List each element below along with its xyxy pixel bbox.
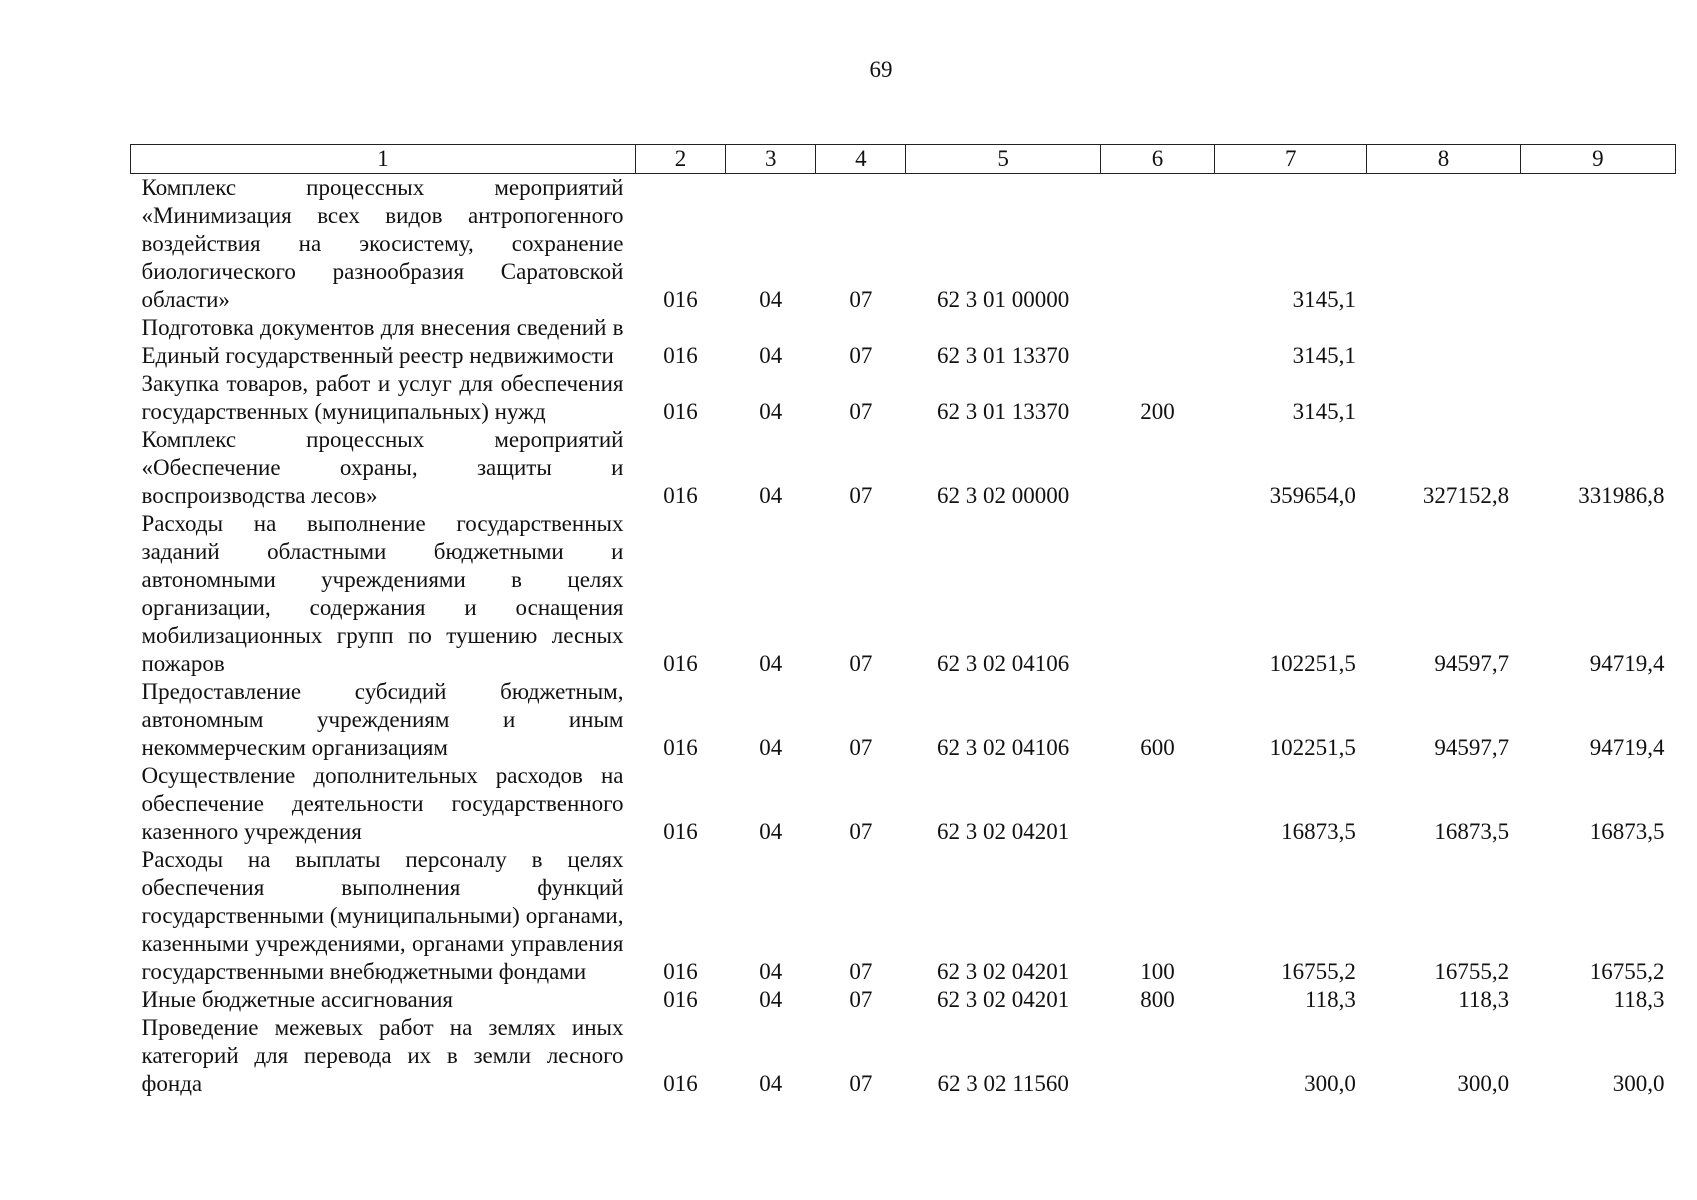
expense-name-cell: Комплекс процессных мероприятий «Обеспечение охраны, защиты и воспроизводства лесов» [141,427,624,508]
amount-col7-cell: 16755,2 [1281,959,1356,984]
section-code-cell: 04 [759,287,783,312]
amount-col7-cell: 102251,5 [1269,735,1356,760]
expense-name-cell: Иные бюджетные ассигнования [141,987,453,1012]
target-article-cell: 62 3 01 13370 [937,399,1070,424]
column-header: 7 [1215,145,1367,174]
expense-type-cell [1100,314,1214,370]
ministry-code-cell: 016 [663,1071,698,1096]
expense-name-cell: Подготовка документов для внесения сведений в Единый государственный реестр недвижимости [141,315,624,368]
expense-name-cell: Комплекс процессных мероприятий «Минимизация всех видов антропогенного воздействия на экосистему, сохранение биологического разнообразия Саратовской области» [141,175,624,312]
table-row [131,510,1676,678]
ministry-code-cell: 016 [663,399,698,424]
subsection-code-cell: 07 [849,735,873,760]
table-row [131,174,1676,315]
amount-col7-cell: 3145,1 [1292,343,1356,368]
column-header: 5 [906,145,1100,174]
subsection-code-cell: 07 [849,287,873,312]
amount-col7-cell: 3145,1 [1292,287,1356,312]
amount-col9-cell: 331986,8 [1578,483,1665,508]
column-header: 9 [1520,145,1675,174]
amount-col9-cell: 118,3 [1613,987,1665,1012]
budget-table [130,144,1676,1098]
amount-col7-cell: 300,0 [1304,1071,1356,1096]
expense-type-cell [1100,762,1214,846]
subsection-code-cell: 07 [849,819,873,844]
subsection-code-cell: 07 [849,651,873,676]
ministry-code-cell: 016 [663,819,698,844]
ministry-code-cell: 016 [663,735,698,760]
page-number: 69 [869,57,893,82]
amount-col8-cell: 300,0 [1457,1071,1510,1096]
subsection-code-cell: 07 [849,399,873,424]
section-code-cell: 04 [759,651,783,676]
amount-col8-cell: 94597,7 [1434,651,1510,676]
table-row [131,426,1676,510]
amount-col8-cell: 16755,2 [1434,959,1510,984]
amount-col9-cell: 16755,2 [1589,959,1665,984]
expense-type-cell: 800 [1140,987,1175,1012]
expense-type-cell: 600 [1140,735,1175,760]
section-code-cell: 04 [759,399,783,424]
amount-col9-cell [1520,370,1675,426]
section-code-cell: 04 [759,987,783,1012]
section-code-cell: 04 [759,1071,783,1096]
ministry-code-cell: 016 [663,483,698,508]
expense-type-cell: 100 [1140,959,1175,984]
amount-col8-cell [1367,370,1520,426]
ministry-code-cell: 016 [663,287,698,312]
ministry-code-cell: 016 [663,343,698,368]
expense-type-cell: 200 [1140,399,1175,424]
table-row [131,762,1676,846]
amount-col8-cell: 327152,8 [1422,483,1510,508]
expense-name-cell: Предоставление субсидий бюджетным, автономным учреждениям и иным некоммерческим организациям [141,679,624,760]
column-header: 8 [1367,145,1520,174]
expense-type-cell [1100,426,1214,510]
amount-col9-cell: 16873,5 [1589,819,1665,844]
expense-type-cell [1100,1014,1214,1098]
expense-type-cell [1100,174,1214,315]
expense-name-cell: Закупка товаров, работ и услуг для обеспечения государственных (муниципальных) нужд [141,371,624,424]
subsection-code-cell: 07 [849,1071,873,1096]
subsection-code-cell: 07 [849,483,873,508]
amount-col7-cell: 102251,5 [1269,651,1356,676]
amount-col8-cell [1367,174,1520,315]
target-article-cell: 62 3 02 00000 [937,483,1070,508]
amount-col9-cell [1520,314,1675,370]
ministry-code-cell: 016 [663,959,698,984]
column-number-row [131,145,1676,174]
expense-name-cell: Расходы на выполнение государственных заданий областными бюджетными и автономными учреждениями в целях организации, содержания и оснащения мобилизационных групп по тушению лесных пожаров [141,511,624,676]
table-row [131,846,1676,986]
subsection-code-cell: 07 [849,959,873,984]
column-header: 1 [131,145,636,174]
table-row [131,678,1676,762]
ministry-code-cell: 016 [663,987,698,1012]
expense-name-cell: Проведение межевых работ на землях иных категорий для перевода их в земли лесного фонда [141,1015,624,1096]
column-header: 2 [635,145,725,174]
amount-col9-cell: 94719,4 [1589,651,1665,676]
target-article-cell: 62 3 02 11560 [937,1071,1069,1096]
column-header: 6 [1100,145,1214,174]
section-code-cell: 04 [759,483,783,508]
table-body [131,174,1676,1099]
subsection-code-cell: 07 [849,343,873,368]
table-row [131,986,1676,1014]
table-row [131,314,1676,370]
section-code-cell: 04 [759,735,783,760]
expense-type-cell [1100,510,1214,678]
target-article-cell: 62 3 02 04201 [937,819,1070,844]
amount-col8-cell [1367,314,1520,370]
target-article-cell: 62 3 01 00000 [937,287,1070,312]
amount-col7-cell: 16873,5 [1281,819,1356,844]
amount-col9-cell [1520,174,1675,315]
amount-col8-cell: 94597,7 [1434,735,1510,760]
amount-col7-cell: 359654,0 [1269,483,1356,508]
amount-col8-cell: 118,3 [1458,987,1510,1012]
table-row [131,370,1676,426]
table-row [131,1014,1676,1098]
target-article-cell: 62 3 01 13370 [937,343,1070,368]
target-article-cell: 62 3 02 04106 [937,735,1070,760]
expense-name-cell: Осуществление дополнительных расходов на обеспечение деятельности государственного казенного учреждения [141,763,624,844]
section-code-cell: 04 [759,819,783,844]
expense-name-cell: Расходы на выплаты персоналу в целях обеспечения выполнения функций государственными (муниципальными) органами, казенными учреждениями, органами управления государственными внебюджетными фондами [141,847,624,984]
column-header: 3 [726,145,816,174]
target-article-cell: 62 3 02 04201 [937,987,1070,1012]
target-article-cell: 62 3 02 04106 [937,651,1070,676]
subsection-code-cell: 07 [849,987,873,1012]
section-code-cell: 04 [759,959,783,984]
column-header: 4 [816,145,906,174]
amount-col7-cell: 3145,1 [1292,399,1356,424]
target-article-cell: 62 3 02 04201 [937,959,1070,984]
section-code-cell: 04 [759,343,783,368]
amount-col9-cell: 300,0 [1612,1071,1665,1096]
ministry-code-cell: 016 [663,651,698,676]
amount-col7-cell: 118,3 [1304,987,1356,1012]
amount-col9-cell: 94719,4 [1589,735,1665,760]
amount-col8-cell: 16873,5 [1434,819,1510,844]
